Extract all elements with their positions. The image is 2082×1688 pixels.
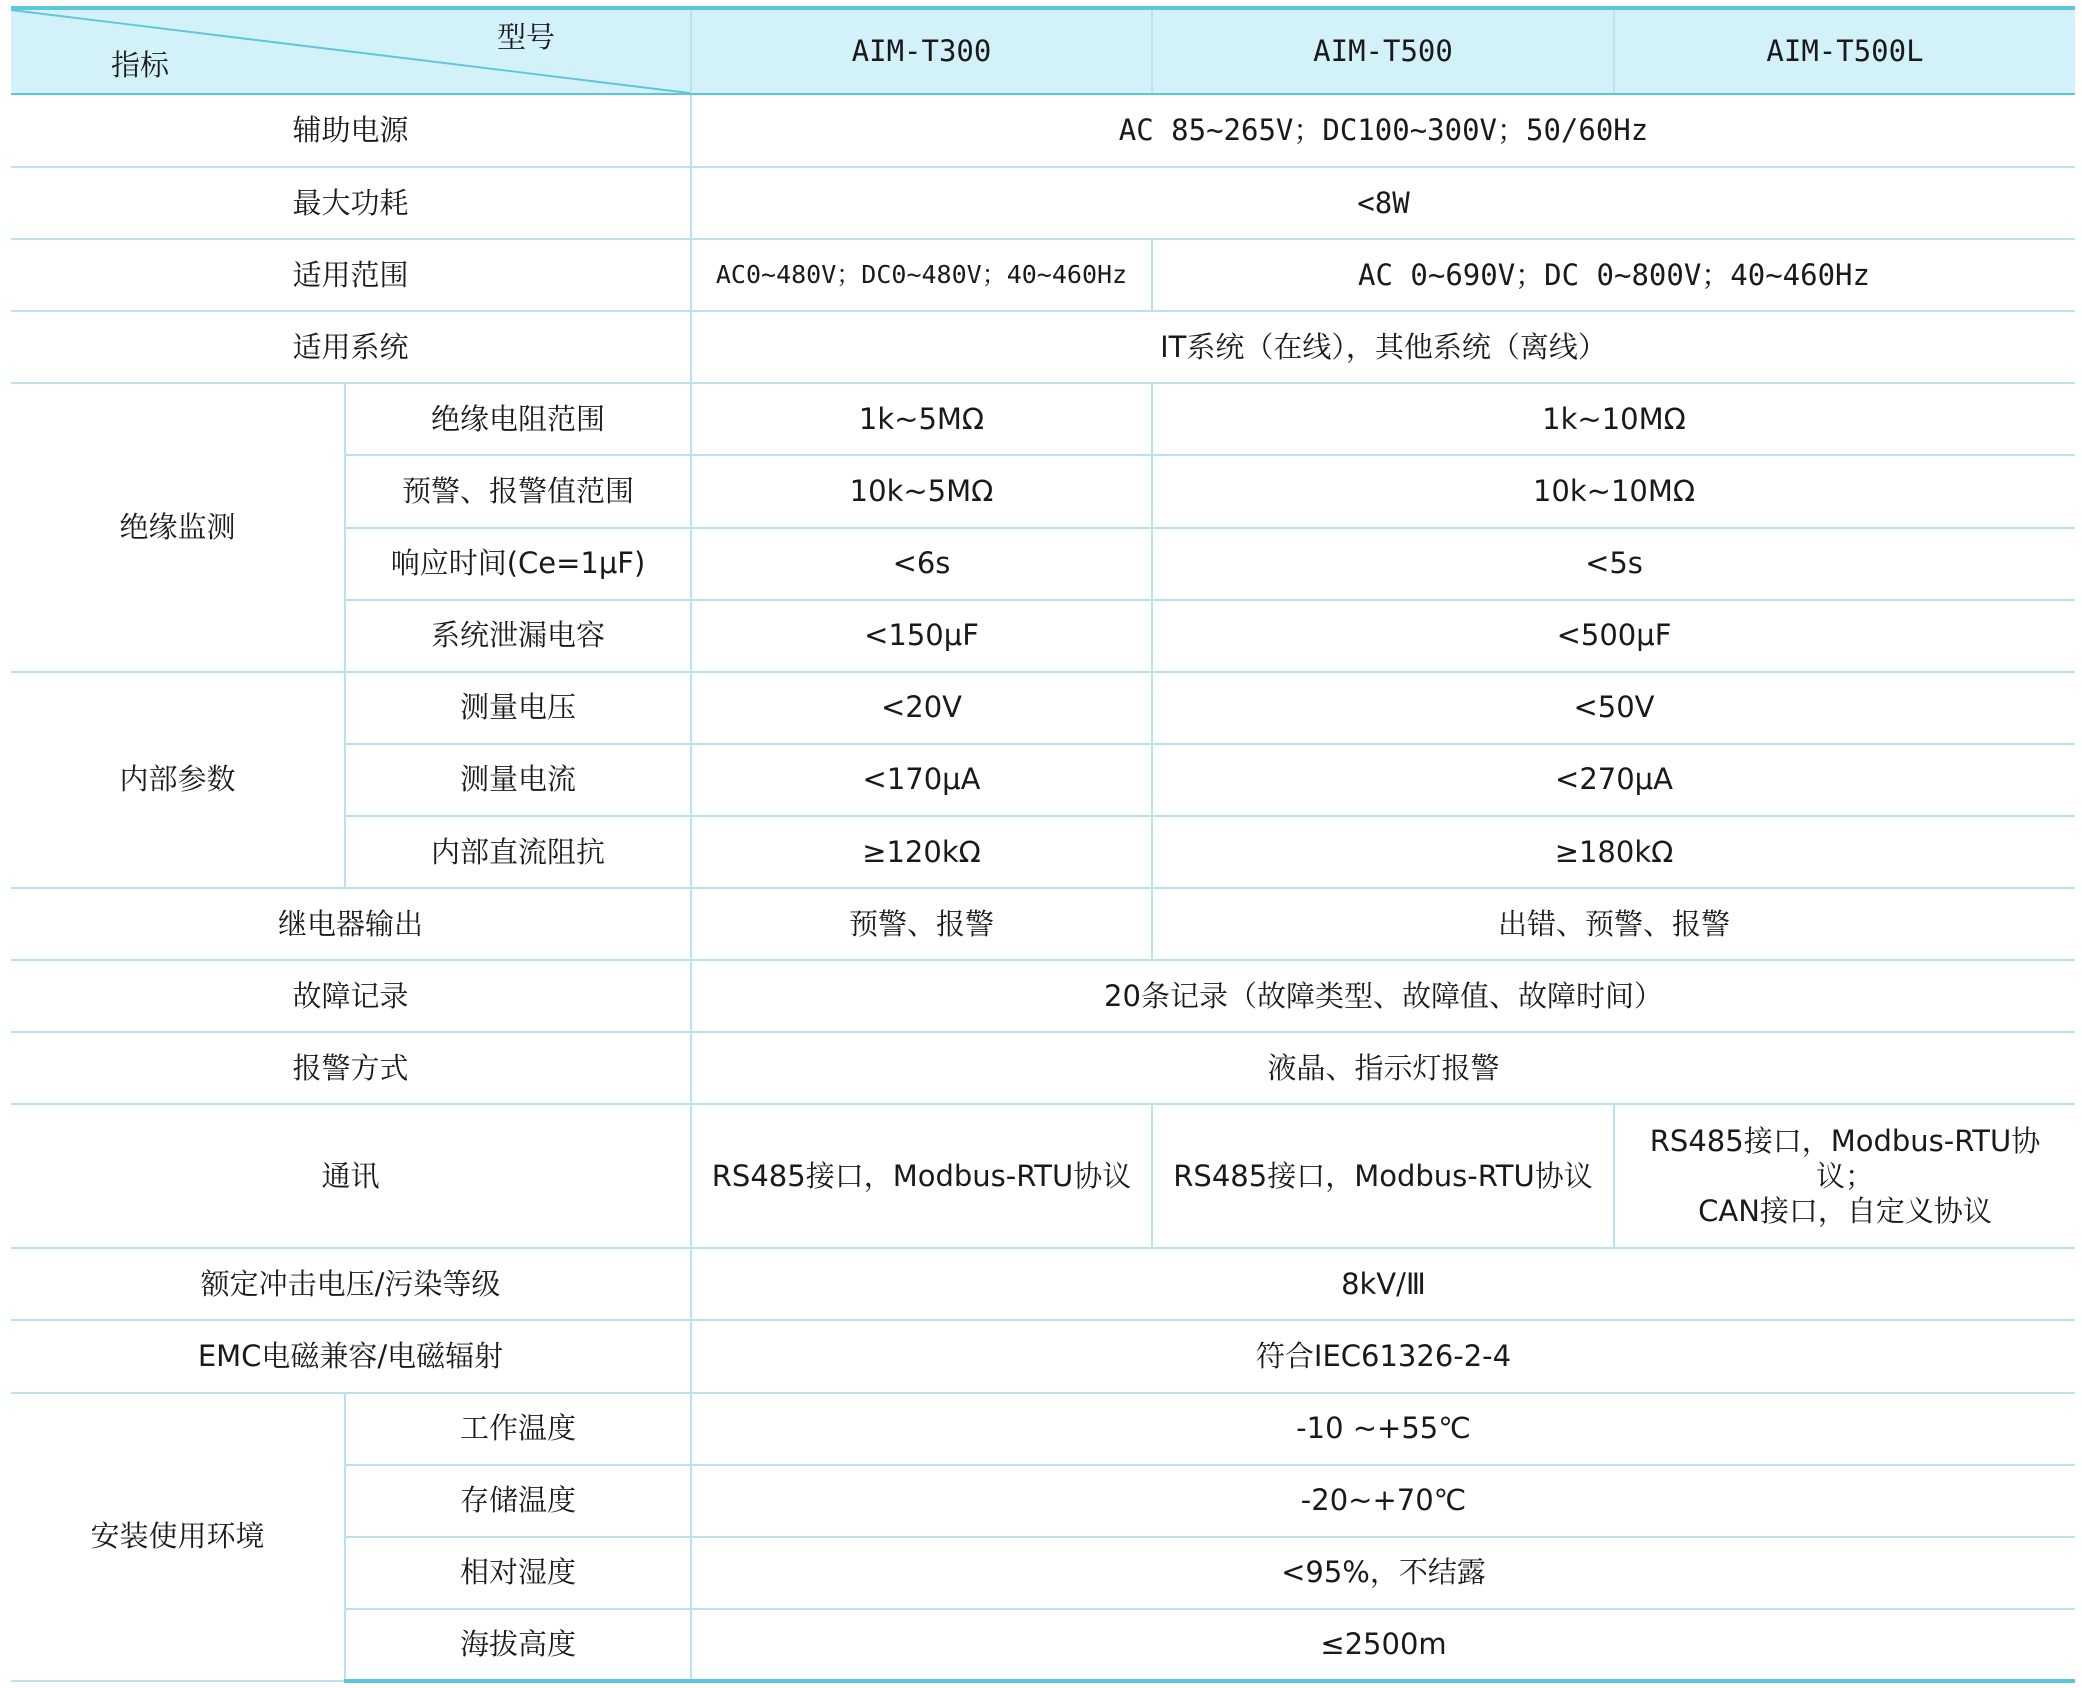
row-label: 海拔高度 <box>345 1609 691 1681</box>
row-value: 符合IEC61326-2-4 <box>691 1320 2075 1392</box>
row-relay <box>11 888 2075 960</box>
row-emc <box>11 1320 2075 1392</box>
row-value: -10 ~+55℃ <box>691 1393 2075 1465</box>
value-t500: 1k~10MΩ <box>1152 383 2075 455</box>
model-header-label: 型号 <box>496 20 555 54</box>
row-value: IT系统（在线），其他系统（离线） <box>691 311 2075 383</box>
row-label: 通讯 <box>11 1104 691 1248</box>
value-t500l-line2: CAN接口，自定义协议 <box>1698 1193 1992 1228</box>
value-t500: ≥180kΩ <box>1152 816 2075 888</box>
header-row <box>11 8 2075 94</box>
row-label: 工作温度 <box>345 1393 691 1465</box>
row-app-range <box>11 239 2075 311</box>
row-label: 内部直流阻抗 <box>345 816 691 888</box>
row-label: 相对湿度 <box>345 1537 691 1609</box>
row-value: <8W <box>691 167 2075 239</box>
row-label: 测量电压 <box>345 672 691 744</box>
group-environment: 安装使用环境 <box>11 1393 345 1681</box>
row-label: 继电器输出 <box>11 888 691 960</box>
value-t500: <50V <box>1152 672 2075 744</box>
row-label: 额定冲击电压/污染等级 <box>11 1248 691 1320</box>
value-t500: <500μF <box>1152 600 2075 672</box>
value-t500: <270μA <box>1152 744 2075 816</box>
row-value: AC 85~265V；DC100~300V；50/60Hz <box>691 94 2075 167</box>
row-value: <95%，不结露 <box>691 1537 2075 1609</box>
value-t300: 预警、报警 <box>691 888 1152 960</box>
row-label: 测量电流 <box>345 744 691 816</box>
row-label: 响应时间(Ce=1μF) <box>345 528 691 600</box>
value-t300: <170μA <box>691 744 1152 816</box>
value-t500: 出错、预警、报警 <box>1152 888 2075 960</box>
row-value: 液晶、指示灯报警 <box>691 1032 2075 1104</box>
row-label: 预警、报警值范围 <box>345 455 691 527</box>
row-label: 报警方式 <box>11 1032 691 1104</box>
row-label: 存储温度 <box>345 1465 691 1537</box>
spec-table <box>11 6 2075 1683</box>
row-label: 辅助电源 <box>11 94 691 167</box>
model-aim-t500l: AIM-T500L <box>1614 8 2075 94</box>
row-alarm-mode <box>11 1032 2075 1104</box>
row-fault-record <box>11 960 2075 1032</box>
value-t500l-line1: RS485接口，Modbus-RTU协议； <box>1649 1124 2041 1193</box>
row-aux-power <box>11 94 2075 167</box>
value-t500l <box>1614 1104 2075 1248</box>
value-t300: RS485接口，Modbus-RTU协议 <box>691 1104 1152 1248</box>
row-max-power <box>11 167 2075 239</box>
value-t300: <20V <box>691 672 1152 744</box>
value-t300: 10k~5MΩ <box>691 455 1152 527</box>
value-t300: AC0~480V；DC0~480V；40~460Hz <box>691 239 1152 311</box>
model-aim-t500: AIM-T500 <box>1152 8 1614 94</box>
row-label: 绝缘电阻范围 <box>345 383 691 455</box>
row-value: 8kV/Ⅲ <box>691 1248 2075 1320</box>
value-t300: <6s <box>691 528 1152 600</box>
row-label: 适用系统 <box>11 311 691 383</box>
value-t300: <150μF <box>691 600 1152 672</box>
row-label: 故障记录 <box>11 960 691 1032</box>
row-label: EMC电磁兼容/电磁辐射 <box>11 1320 691 1392</box>
row-value: -20~+70℃ <box>691 1465 2075 1537</box>
value-t500: <5s <box>1152 528 2075 600</box>
row-comm <box>11 1104 2075 1248</box>
row-impulse <box>11 1248 2075 1320</box>
indicator-header-label: 指标 <box>111 48 170 82</box>
row-label: 最大功耗 <box>11 167 691 239</box>
row-label: 系统泄漏电容 <box>345 600 691 672</box>
row-op-temp <box>11 1393 2075 1465</box>
value-t300: ≥120kΩ <box>691 816 1152 888</box>
row-resistance-range <box>11 383 2075 455</box>
value-t500: 10k~10MΩ <box>1152 455 2075 527</box>
row-value: 20条记录（故障类型、故障值、故障时间） <box>691 960 2075 1032</box>
value-t500: RS485接口，Modbus-RTU协议 <box>1152 1104 1614 1248</box>
group-insulation: 绝缘监测 <box>11 383 345 671</box>
row-meas-voltage <box>11 672 2075 744</box>
value-t500: AC 0~690V；DC 0~800V；40~460Hz <box>1152 239 2075 311</box>
group-internal: 内部参数 <box>11 672 345 888</box>
row-app-system <box>11 311 2075 383</box>
value-t300: 1k~5MΩ <box>691 383 1152 455</box>
row-value: ≤2500m <box>691 1609 2075 1681</box>
header-corner-cell <box>11 8 691 94</box>
row-label: 适用范围 <box>11 239 691 311</box>
model-aim-t300: AIM-T300 <box>691 8 1152 94</box>
